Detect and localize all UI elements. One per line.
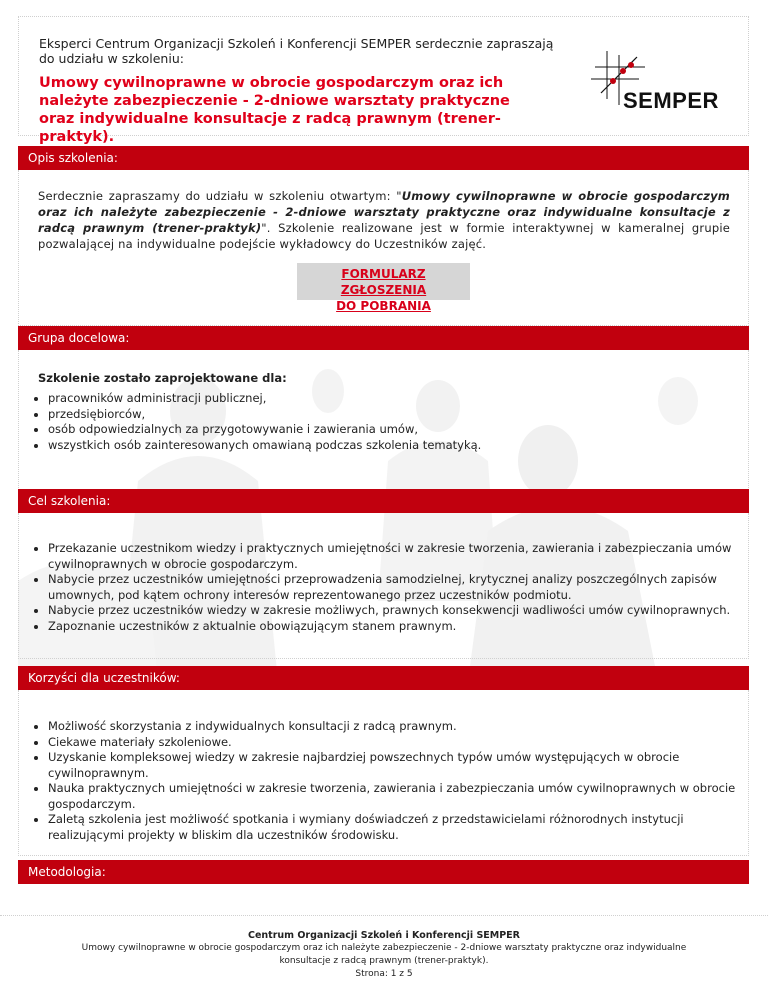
list-item: • Przekazanie uczestnikom wiedzy i praktycznych umiejętności w zakresie tworzenia, zawierania i zabezpieczania umów cywilnoprawnych w obrocie gospodarczym. (48, 541, 738, 572)
logo-text: SEMPER (623, 88, 719, 113)
download-form-link[interactable] (297, 263, 470, 313)
list-item: • Zapoznanie uczestników z aktualnie obowiązującym stanem prawnym. (48, 619, 738, 635)
list-item: • wszystkich osób zainteresowanych omawianą podczas szkolenia tematyką. (48, 438, 738, 454)
opis-text-bold: Umowy cywilnoprawne w obrocie gospodarczym oraz ich należyte zabezpieczenie - 2-dniowe warsztaty praktyczne oraz indywidualne konsultacje z radcą prawnym (trener-praktyk) (38, 189, 730, 235)
document-page (18, 16, 749, 879)
page-footer (0, 915, 768, 981)
opis-text-before: Serdecznie zapraszamy do udziału w szkoleniu otwartym: " (38, 189, 402, 203)
list-item: • Możliwość skorzystania z indywidualnych konsultacji z radcą prawnym. (48, 719, 738, 735)
section-header-grupa: Grupa docelowa: (18, 326, 749, 350)
list-item: • Ciekawe materiały szkoleniowe. (48, 735, 738, 751)
list-item: • Zaletą szkolenia jest możliwość spotkania i wymiany doświadczeń z przedstawicielami różnorodnych instytucji realizującymi projekty w bliskim dla uczestników środowisku. (48, 812, 738, 843)
list-item: • Nabycie przez uczestników umiejętności przeprowadzenia samodzielnej, krytycznej analizy poszczególnych zapisów umownych, pod kątem ochrony interesów reprezentowanego przez uczestników podmiotu. (48, 572, 738, 603)
section-header-korzysci: Korzyści dla uczestników: (18, 666, 749, 690)
footer-title: Umowy cywilnoprawne w obrocie gospodarczym oraz ich należyte zabezpieczenie - 2-dniowe warsztaty praktyczne oraz indywidualne konsultacje z radcą prawnym (trener-praktyk). (81, 943, 687, 966)
section-header-opis: Opis szkolenia: (18, 146, 749, 170)
korzysci-list (26, 719, 738, 843)
list-item: • przedsiębiorców, (48, 407, 738, 423)
opis-paragraph (38, 188, 730, 252)
grupa-subheading: Szkolenie zostało zaprojektowane dla: (38, 371, 287, 385)
list-item: • osób odpowiedzialnych za przygotowywanie i zawierania umów, (48, 422, 738, 438)
list-item: • Nauka praktycznych umiejętności w zakresie tworzenia, zawierania i zabezpieczania umów cywilnoprawnych w obrocie gospodarczym. (48, 781, 738, 812)
section-header-cel: Cel szkolenia: (18, 489, 749, 513)
download-line1: FORMULARZ ZGŁOSZENIA (340, 267, 427, 297)
footer-org: Centrum Organizacji Szkoleń i Konferencji SEMPER (247, 930, 520, 941)
section-header-metodologia: Metodologia: (18, 860, 749, 884)
grupa-list (26, 391, 738, 453)
opis-text-after: ". Szkolenie realizowane jest w formie interaktywnej w kameralnej grupie pozwalającej na indywidualne podejście wykładowcy do Uczestników zajęć. (38, 221, 730, 251)
header-box (18, 16, 749, 145)
semper-logo (587, 49, 723, 113)
list-item: • pracowników administracji publicznej, (48, 391, 738, 407)
list-item: • Uzyskanie kompleksowej wiedzy w zakresie najbardziej powszechnych typów umów występujących w obrocie cywilnoprawnym. (48, 750, 738, 781)
list-item: • Nabycie przez uczestników wiedzy w zakresie możliwych, prawnych konsekwencji wadliwości umów cywilnoprawnych. (48, 603, 738, 619)
footer-page-number: Strona: 1 z 5 (355, 969, 413, 979)
download-line2: DO POBRANIA (336, 299, 431, 313)
intro-text: Eksperci Centrum Organizacji Szkoleń i Konferencji SEMPER serdecznie zapraszają do udziału w szkoleniu: (39, 36, 554, 66)
training-title: Umowy cywilnoprawne w obrocie gospodarczym oraz ich należyte zabezpieczenie - 2-dniowe warsztaty praktyczne oraz indywidualne konsultacje z radcą prawnym (trener-praktyk). (39, 75, 510, 145)
cel-list (26, 541, 738, 634)
